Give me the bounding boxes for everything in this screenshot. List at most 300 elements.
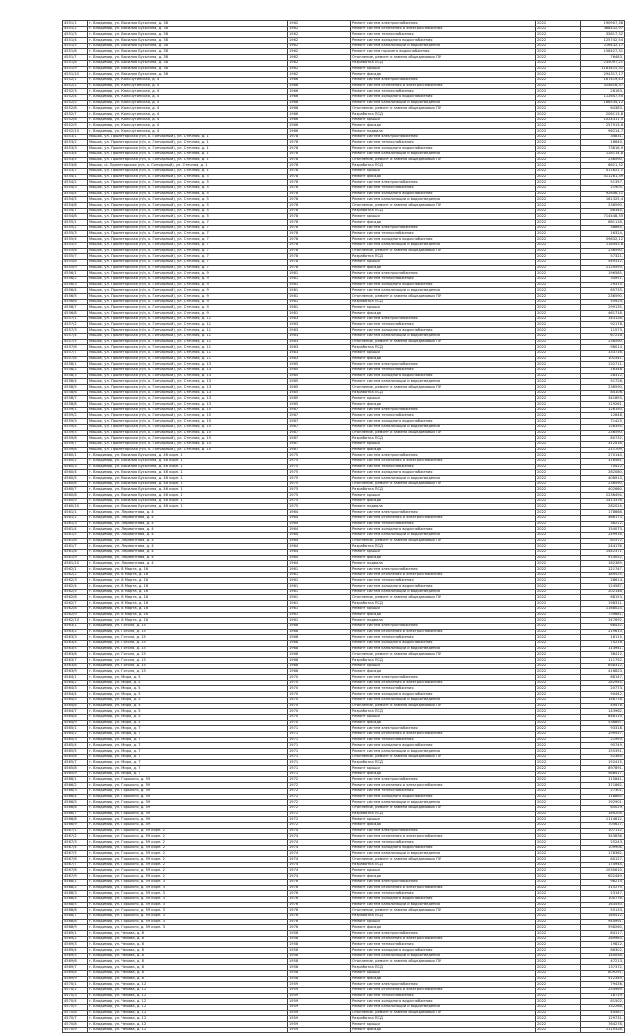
work-type-cell: Ремонт систем холодного водоснабжения <box>351 692 536 698</box>
plan-year-cell: 2022 <box>536 379 581 385</box>
plan-year-cell: 2022 <box>536 896 581 902</box>
plan-year-cell: 2022 <box>536 26 581 32</box>
year-cell: 1978 <box>288 203 351 209</box>
year-cell: 1981 <box>288 311 351 317</box>
cost-cell: 19822, <box>581 942 625 948</box>
year-cell: 1978 <box>288 254 351 260</box>
row-id-cell: 4562/8 <box>63 606 88 612</box>
year-cell: 1968 <box>288 652 351 658</box>
year-cell: 1962 <box>288 55 351 61</box>
work-type-cell: Ремонт систем канализации и водоотведения <box>351 242 536 248</box>
work-type-cell: Ремонт крыши <box>351 305 536 311</box>
address-cell: г. Владимир, ул. Мира, д. 7 <box>88 731 288 737</box>
plan-year-cell: 2022 <box>536 999 581 1005</box>
year-cell: 1971 <box>288 754 351 760</box>
cost-cell: 113941, <box>581 646 625 652</box>
plan-year-cell: 2022 <box>536 100 581 106</box>
row-id-cell: 4564/2 <box>63 680 88 686</box>
year-cell: 1959 <box>288 987 351 993</box>
address-cell: Мошок, ул. Пролетарская (п/з, к. Гончарный), ул. Стечная, д. 15 <box>88 407 288 413</box>
address-cell: г. Владимир, ул. Василия Бусыгина, д. 38 <box>88 66 288 72</box>
row-id-cell: 4554/7 <box>63 208 88 214</box>
row-id-cell: 4561/10 <box>63 561 88 567</box>
address-cell: г. Владимир, ул. 8 Марта, д. 16 <box>88 572 288 578</box>
cost-cell: 38412, <box>581 652 625 658</box>
row-id-cell: 4557/8 <box>63 356 88 362</box>
work-type-cell: Разработка ПСД <box>351 658 536 664</box>
work-type-cell: Ремонт крыши <box>351 663 536 669</box>
plan-year-cell: 2022 <box>536 942 581 948</box>
work-type-cell: Ремонт систем отопления и электроснабжения <box>351 731 536 737</box>
year-cell: 1970 <box>288 686 351 692</box>
plan-year-cell: 2022 <box>536 851 581 857</box>
work-type-cell: Ремонт систем холодного водоснабжения <box>351 191 536 197</box>
work-type-cell: Ремонт систем теплоснабжения <box>351 32 536 38</box>
plan-year-cell: 2022 <box>536 367 581 373</box>
row-id-cell: 4563/3 <box>63 635 88 641</box>
address-cell: Мошок, ул. Пролетарская (п/з, к. Гончарный), ул. Стечная, д. 7 <box>88 231 288 237</box>
plan-year-cell: 2022 <box>536 879 581 885</box>
cost-cell: 76483, <box>581 55 625 61</box>
year-cell: 1962 <box>288 72 351 78</box>
work-type-cell: Ремонт фасада <box>351 265 536 271</box>
plan-year-cell: 2022 <box>536 151 581 157</box>
cost-cell: 86340, <box>581 208 625 214</box>
row-id-cell: 4562/3 <box>63 578 88 584</box>
plan-year-cell: 2022 <box>536 538 581 544</box>
work-type-cell: Ремонт подвала <box>351 561 536 567</box>
cost-cell: 6821,32 <box>581 163 625 169</box>
address-cell: г. Владимир, ул. Чехова, д. 12 <box>88 987 288 993</box>
work-type-cell: Ремонт систем холодного водоснабжения <box>351 640 536 646</box>
plan-year-cell: 2022 <box>536 174 581 180</box>
address-cell: Мошок, ул. Пролетарская (п/з, к. Гончарный), ул. Стечная, д. 9 <box>88 299 288 305</box>
row-id-cell: 4566/3 <box>63 788 88 794</box>
row-id-cell: 4564/1 <box>63 675 88 681</box>
work-type-cell: Отопление, ремонт и замена общедомовых ПУ <box>351 959 536 965</box>
cost-cell: 57321, <box>581 254 625 260</box>
row-id-cell: 4565/8 <box>63 766 88 772</box>
year-cell: 1962 <box>288 26 351 32</box>
address-cell: г. Владимир, ул. Василия Бусыгина, д. 46 корп. 1 <box>88 481 288 487</box>
plan-year-cell: 2022 <box>536 112 581 118</box>
row-id-cell: 4559/7 <box>63 441 88 447</box>
cost-cell: 389525, <box>581 572 625 578</box>
year-cell: 1964 <box>288 527 351 533</box>
year-cell: 1974 <box>288 857 351 863</box>
cost-cell: 236590, <box>581 157 625 163</box>
cost-cell: 95749, <box>581 743 625 749</box>
year-cell: 1974 <box>288 868 351 874</box>
address-cell: Мошок, ул. Пролетарская (п/з, к. Гончарный), ул. Стечная, д. 1 <box>88 134 288 140</box>
year-cell: 1975 <box>288 493 351 499</box>
cost-cell: 128354, <box>581 424 625 430</box>
row-id-cell: 4568/5 <box>63 902 88 908</box>
year-cell: 1975 <box>288 498 351 504</box>
row-id-cell: 4554/3 <box>63 185 88 191</box>
address-cell: г. Владимир, ул. Лермонтова, д. 4 <box>88 544 288 550</box>
work-type-cell: Ремонт систем электроснабжения <box>351 777 536 783</box>
work-type-cell: Ремонт систем отопления и электроснабжения <box>351 936 536 942</box>
address-cell: г. Владимир, ул. 8 Марта, д. 16 <box>88 606 288 612</box>
address-cell: г. Владимир, ул. Гоголя, д. 15 <box>88 646 288 652</box>
row-id-cell: 4570/2 <box>63 987 88 993</box>
year-cell: 1976 <box>288 913 351 919</box>
row-id-cell: 4552/8 <box>63 117 88 123</box>
plan-year-cell: 2022 <box>536 834 581 840</box>
address-cell: г. Владимир, ул. Горького, д. 59 <box>88 822 288 828</box>
row-id-cell: 4556/8 <box>63 311 88 317</box>
work-type-cell: Разработка ПСД <box>351 390 536 396</box>
plan-year-cell: 2022 <box>536 976 581 982</box>
plan-year-cell: 2022 <box>536 208 581 214</box>
year-cell: 1970 <box>288 703 351 709</box>
work-type-cell: Ремонт систем электроснабжения <box>351 77 536 83</box>
work-type-cell: Ремонт систем отопления и электроснабжения <box>351 26 536 32</box>
work-type-cell: Отопление, ремонт и замена общедомовых ПУ <box>351 805 536 811</box>
work-type-cell: Ремонт систем электроснабжения <box>351 828 536 834</box>
work-type-cell: Ремонт систем отопления и электроснабжения <box>351 680 536 686</box>
plan-year-cell: 2022 <box>536 191 581 197</box>
plan-year-cell: 2022 <box>536 805 581 811</box>
plan-year-cell: 2022 <box>536 629 581 635</box>
plan-year-cell: 2022 <box>536 669 581 675</box>
year-cell: 1962 <box>288 60 351 66</box>
year-cell: 1974 <box>288 862 351 868</box>
plan-year-cell: 2022 <box>536 686 581 692</box>
address-cell: г. Владимир, ул. Горького, д. 59 <box>88 788 288 794</box>
cost-cell: 73816,9 <box>581 146 625 152</box>
row-id-cell: 4552/4 <box>63 94 88 100</box>
row-id-cell: 4561/9 <box>63 555 88 561</box>
year-cell: 1974 <box>288 834 351 840</box>
work-type-cell: Ремонт систем холодного водоснабжения <box>351 470 536 476</box>
cost-cell: 84106, <box>581 390 625 396</box>
cost-cell: 59832,12 <box>581 237 625 243</box>
cost-cell: 236590, <box>581 481 625 487</box>
work-type-cell: Ремонт систем канализации и водоотведения <box>351 749 536 755</box>
cost-cell: 38865, <box>581 225 625 231</box>
plan-year-cell: 2022 <box>536 21 581 27</box>
row-id-cell: 4562/1 <box>63 567 88 573</box>
year-cell: 1975 <box>288 470 351 476</box>
year-cell: 1985 <box>288 402 351 408</box>
work-type-cell: Ремонт систем канализации и водоотведения <box>351 379 536 385</box>
work-type-cell: Разработка ПСД <box>351 208 536 214</box>
cost-cell: 315279, <box>581 885 625 891</box>
plan-year-cell: 2022 <box>536 453 581 459</box>
work-type-cell: Разработка ПСД <box>351 436 536 442</box>
plan-year-cell: 2022 <box>536 390 581 396</box>
address-cell: г. Владимир, ул. Горького, д. 59 корп. 3 <box>88 908 288 914</box>
work-type-cell: Ремонт крыши <box>351 493 536 499</box>
plan-year-cell: 2022 <box>536 749 581 755</box>
year-cell: 1966 <box>288 123 351 129</box>
address-cell: Мошок, ул. Пролетарская (п/з, к. Гончарный), ул. Стечная, д. 11 <box>88 345 288 351</box>
address-cell: г. Владимир, ул. Кольчугинская, д. 4 <box>88 77 288 83</box>
plan-year-cell: 2022 <box>536 743 581 749</box>
year-cell: 1968 <box>288 629 351 635</box>
row-id-cell: 4562/4 <box>63 584 88 590</box>
row-id-cell: 4567/9 <box>63 874 88 880</box>
plan-year-cell: 2022 <box>536 885 581 891</box>
work-type-cell: Ремонт фасада <box>351 720 536 726</box>
cost-cell: 55924, <box>581 299 625 305</box>
plan-year-cell: 2022 <box>536 259 581 265</box>
year-cell: 1966 <box>288 77 351 83</box>
plan-year-cell: 2022 <box>536 493 581 499</box>
address-cell: Мошок, ул. Пролетарская (п/з, к. Гончарный), ул. Стечная, д. 13 <box>88 396 288 402</box>
work-type-cell: Отопление, ремонт и замена общедомовых ПУ <box>351 203 536 209</box>
year-cell: 1966 <box>288 83 351 89</box>
cost-cell: 269983, <box>581 936 625 942</box>
year-cell: 1983 <box>288 316 351 322</box>
address-cell: г. Владимир, ул. Кольчугинская, д. 4 <box>88 106 288 112</box>
cost-cell: 109906, <box>581 845 625 851</box>
address-cell: Мошок, ул. Пролетарская (п/з, к. Гончарный), ул. Стечная, д. 13 <box>88 402 288 408</box>
row-id-cell: 4559/6 <box>63 436 88 442</box>
work-type-cell: Ремонт систем теплоснабжения <box>351 413 536 419</box>
work-type-cell: Ремонт систем холодного водоснабжения <box>351 948 536 954</box>
address-cell: Мошок, ул. Пролетарская (п/з, к. Гончарный), ул. Стечная, д. 5 <box>88 208 288 214</box>
address-cell: г. Владимир, ул. Мира, д. 5 <box>88 680 288 686</box>
cost-cell: 270144, <box>581 453 625 459</box>
address-cell: г. Владимир, ул. Мира, д. 7 <box>88 771 288 777</box>
work-type-cell: Ремонт подвала <box>351 504 536 510</box>
row-id-cell: 4569/8 <box>63 970 88 976</box>
row-id-cell: 4556/3 <box>63 282 88 288</box>
year-cell: 1983 <box>288 328 351 334</box>
cost-cell: 65029, <box>581 805 625 811</box>
address-cell: г. Владимир, ул. 8 Марта, д. 16 <box>88 584 288 590</box>
year-cell: 1970 <box>288 697 351 703</box>
address-cell: г. Владимир, ул. 8 Марта, д. 16 <box>88 589 288 595</box>
year-cell: 1968 <box>288 646 351 652</box>
year-cell: 1970 <box>288 720 351 726</box>
row-id-cell: 4563/8 <box>63 663 88 669</box>
address-cell: г. Владимир, ул. Чехова, д. 12 <box>88 1004 288 1010</box>
row-id-cell: 4561/8 <box>63 549 88 555</box>
work-type-cell: Ремонт систем теплоснабжения <box>351 367 536 373</box>
cost-cell: 652449, <box>581 874 625 880</box>
row-id-cell: 4569/7 <box>63 965 88 971</box>
year-cell: 1962 <box>288 21 351 27</box>
cost-cell: 411621,1 <box>581 168 625 174</box>
cost-cell: 182389, <box>581 561 625 567</box>
address-cell: г. Владимир, ул. 8 Марта, д. 16 <box>88 567 288 573</box>
address-cell: Мошок, ул. Пролетарская (п/з, к. Гончарный), ул. Стечная, д. 7 <box>88 265 288 271</box>
year-cell: 1978 <box>288 197 351 203</box>
address-cell: г. Владимир, ул. Мира, д. 5 <box>88 686 288 692</box>
work-type-cell: Ремонт крыши <box>351 259 536 265</box>
plan-year-cell: 2022 <box>536 515 581 521</box>
year-cell: 1975 <box>288 453 351 459</box>
plan-year-cell: 2022 <box>536 521 581 527</box>
work-type-cell: Ремонт систем электроснабжения <box>351 21 536 27</box>
address-cell: г. Владимир, ул. Лермонтова, д. 4 <box>88 532 288 538</box>
cost-cell: 18719, <box>581 993 625 999</box>
cost-cell: 312418, <box>581 441 625 447</box>
year-cell: 1983 <box>288 356 351 362</box>
year-cell: 1985 <box>288 379 351 385</box>
row-id-cell: 4557/1 <box>63 316 88 322</box>
address-cell: Мошок, ул. Пролетарская (п/з, к. Гончарный), ул. Стечная, д. 13 <box>88 367 288 373</box>
row-id-cell: 4559/2 <box>63 413 88 419</box>
work-type-cell: Ремонт фасада <box>351 669 536 675</box>
year-cell: 1971 <box>288 771 351 777</box>
cost-cell: 190907,38 <box>581 21 625 27</box>
work-type-cell: Разработка ПСД <box>351 862 536 868</box>
address-cell: г. Владимир, ул. 8 Марта, д. 16 <box>88 601 288 607</box>
year-cell: 1974 <box>288 851 351 857</box>
row-id-cell: 4557/3 <box>63 328 88 334</box>
row-id-cell: 4570/1 <box>63 982 88 988</box>
row-id-cell: 4556/1 <box>63 271 88 277</box>
address-cell: г. Владимир, ул. Василия Бусыгина, д. 46 корп. 1 <box>88 493 288 499</box>
year-cell: 1966 <box>288 106 351 112</box>
address-cell: Мошок, ул. Пролетарская (п/з, к. Гончарный), ул. Стечная, д. 7 <box>88 248 288 254</box>
year-cell: 1966 <box>288 94 351 100</box>
work-type-cell: Ремонт систем холодного водоснабжения <box>351 94 536 100</box>
work-type-cell: Ремонт систем холодного водоснабжения <box>351 38 536 44</box>
address-cell: г. Владимир, ул. Василия Бусыгина, д. 38 <box>88 21 288 27</box>
plan-year-cell: 2022 <box>536 231 581 237</box>
plan-year-cell: 2022 <box>536 464 581 470</box>
address-cell: г. Владимир, ул. 8 Марта, д. 16 <box>88 578 288 584</box>
work-type-cell: Ремонт систем канализации и водоотведения <box>351 288 536 294</box>
work-type-cell: Ремонт систем холодного водоснабжения <box>351 419 536 425</box>
cost-cell: 1024311,5 <box>581 117 625 123</box>
address-cell: Мошок, ул. Пролетарская (п/з, к. Гончарный), ул. Стечная, д. 7 <box>88 259 288 265</box>
address-cell: г. Владимир, ул. Мира, д. 5 <box>88 714 288 720</box>
plan-year-cell: 2022 <box>536 1010 581 1016</box>
address-cell: г. Владимир, ул. Василия Бусыгина, д. 38 <box>88 26 288 32</box>
plan-year-cell: 2022 <box>536 83 581 89</box>
year-cell: 1961 <box>288 612 351 618</box>
table-row <box>63 1027 625 1033</box>
cost-cell: 67218, <box>581 333 625 339</box>
year-cell: 1959 <box>288 999 351 1005</box>
cost-cell: 236590, <box>581 248 625 254</box>
address-cell: г. Владимир, ул. Горького, д. 59 <box>88 805 288 811</box>
cost-cell: 178362, <box>581 851 625 857</box>
row-id-cell: 4560/2 <box>63 458 88 464</box>
address-cell: г. Владимир, ул. Кольчугинская, д. 4 <box>88 129 288 135</box>
plan-year-cell: 2022 <box>536 106 581 112</box>
cost-cell: 29315, <box>581 282 625 288</box>
address-cell: Мошок, ул. Пролетарская (п/з, к. Гончарный), ул. Стечная, д. 9 <box>88 276 288 282</box>
cost-cell: 125742,54 <box>581 38 625 44</box>
address-cell: Мошок, ул. Пролетарская (п/з, к. Гончарный), ул. Стечная, д. 15 <box>88 447 288 453</box>
year-cell: 1974 <box>288 840 351 846</box>
address-cell: г. Владимир, ул. Гоголя, д. 15 <box>88 623 288 629</box>
year-cell: 1987 <box>288 447 351 453</box>
year-cell: 1978 <box>288 259 351 265</box>
address-cell: г. Владимир, ул. Кольчугинская, д. 4 <box>88 112 288 118</box>
plan-year-cell: 2022 <box>536 646 581 652</box>
row-id-cell: 4555/6 <box>63 248 88 254</box>
plan-year-cell: 2022 <box>536 225 581 231</box>
row-id-cell: 4566/7 <box>63 811 88 817</box>
row-id-cell: 4561/6 <box>63 538 88 544</box>
row-id-cell: 4552/10 <box>63 129 88 135</box>
cost-cell: 198311, <box>581 601 625 607</box>
work-type-cell: Отопление, ремонт и замена общедомовых ПУ <box>351 481 536 487</box>
row-id-cell: 4557/5 <box>63 339 88 345</box>
year-cell: 1962 <box>288 32 351 38</box>
plan-year-cell: 2022 <box>536 544 581 550</box>
work-type-cell: Ремонт крыши <box>351 350 536 356</box>
cost-cell: 160412, <box>581 913 625 919</box>
table-body <box>63 21 625 1033</box>
row-id-cell: 4565/4 <box>63 743 88 749</box>
year-cell: 1972 <box>288 794 351 800</box>
work-type-cell: Разработка ПСД <box>351 60 536 66</box>
work-type-cell: Ремонт фасада <box>351 976 536 982</box>
work-type-cell: Ремонт систем канализации и водоотведения <box>351 100 536 106</box>
cost-cell: 408913, <box>581 476 625 482</box>
plan-year-cell: 2022 <box>536 1016 581 1022</box>
row-id-cell: 4560/5 <box>63 476 88 482</box>
address-cell: г. Владимир, ул. Мира, д. 7 <box>88 766 288 772</box>
year-cell: 1958 <box>288 970 351 976</box>
plan-year-cell: 2022 <box>536 419 581 425</box>
cost-cell: 51726, <box>581 379 625 385</box>
plan-year-cell: 2022 <box>536 328 581 334</box>
cost-cell: 914052, <box>581 555 625 561</box>
row-id-cell: 4553/4 <box>63 151 88 157</box>
cost-cell: 28312, <box>581 373 625 379</box>
plan-year-cell: 2022 <box>536 94 581 100</box>
cost-cell: 257913,6 <box>581 123 625 129</box>
plan-year-cell: 2022 <box>536 822 581 828</box>
address-cell: Мошок, ул. Пролетарская (п/з, к. Гончарный), ул. Стечная, д. 11 <box>88 350 288 356</box>
year-cell: 1968 <box>288 658 351 664</box>
address-cell: Мошок, ул. Пролетарская (п/з, к. Гончарный), ул. Стечная, д. 5 <box>88 174 288 180</box>
row-id-cell: 4565/5 <box>63 749 88 755</box>
year-cell: 1959 <box>288 1004 351 1010</box>
plan-year-cell: 2022 <box>536 72 581 78</box>
year-cell: 1976 <box>288 879 351 885</box>
cost-cell: 25243, <box>581 840 625 846</box>
work-type-cell: Ремонт систем теплоснабжения <box>351 578 536 584</box>
row-id-cell: 4567/1 <box>63 828 88 834</box>
work-type-cell: Ремонт систем канализации и водоотведения <box>351 902 536 908</box>
year-cell: 1970 <box>288 692 351 698</box>
work-type-cell: Ремонт фасада <box>351 123 536 129</box>
year-cell: 1968 <box>288 669 351 675</box>
year-cell: 1971 <box>288 760 351 766</box>
year-cell: 1959 <box>288 1016 351 1022</box>
year-cell: 1964 <box>288 549 351 555</box>
address-cell: г. Владимир, ул. Василия Бусыгина, д. 46 корп. 1 <box>88 504 288 510</box>
address-cell: г. Владимир, ул. Чехова, д. 12 <box>88 1016 288 1022</box>
plan-year-cell: 2022 <box>536 726 581 732</box>
work-type-cell: Ремонт подвала <box>351 129 536 135</box>
plan-year-cell: 2022 <box>536 771 581 777</box>
cost-cell: 146778, <box>581 697 625 703</box>
work-type-cell: Ремонт систем холодного водоснабжения <box>351 743 536 749</box>
row-id-cell: 4553/6 <box>63 163 88 169</box>
address-cell: г. Владимир, ул. Горького, д. 59 корп. 2 <box>88 828 288 834</box>
address-cell: г. Владимир, ул. Горького, д. 59 корп. 3 <box>88 879 288 885</box>
row-id-cell: 4556/6 <box>63 299 88 305</box>
row-id-cell: 4569/1 <box>63 931 88 937</box>
row-id-cell: 4564/8 <box>63 714 88 720</box>
row-id-cell: 4560/1 <box>63 453 88 459</box>
cost-cell: 65735, <box>581 288 625 294</box>
work-type-cell: Ремонт систем холодного водоснабжения <box>351 373 536 379</box>
